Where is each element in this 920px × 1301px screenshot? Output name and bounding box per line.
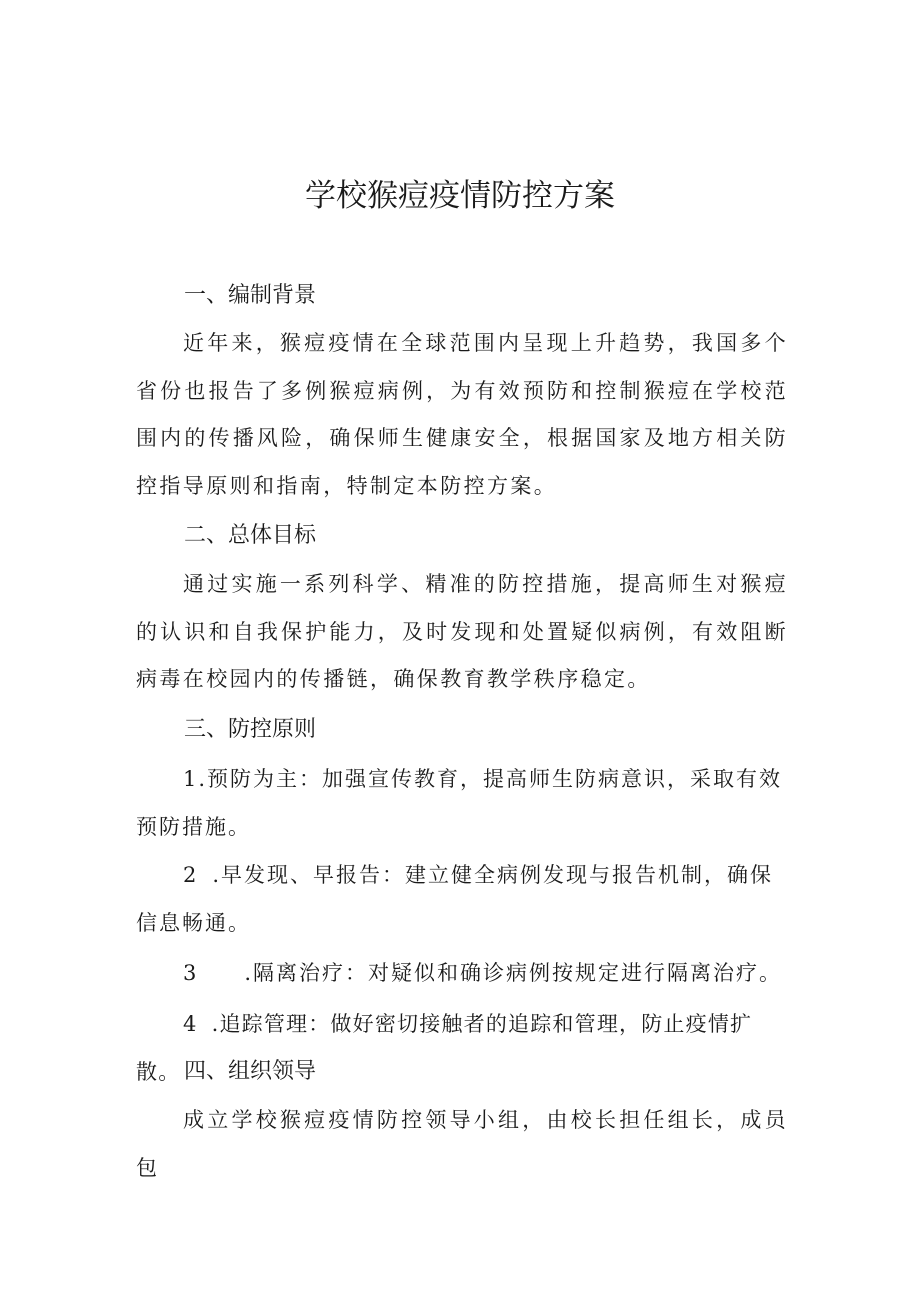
section-heading-background: 一、编制背景 — [184, 283, 317, 308]
principle-text: .早发现、早报告：建立健全病例发现与报告机制，确保信息畅通。 — [136, 863, 774, 935]
principle-number: 2 — [183, 863, 199, 887]
principle-item-1 — [136, 756, 796, 851]
principle-number: 1 — [183, 767, 199, 791]
principle-item-2 — [136, 852, 796, 947]
principle-item-3 — [136, 950, 796, 998]
principle-text: .隔离治疗：对疑似和确诊病例按规定进行隔离治疗。 — [244, 961, 783, 985]
paragraph-goals: 通过实施一系列科学、精准的防控措施，提高师生对猴痘的认识和自我保护能力，及时发现和处置疑似病例，有效阻断病毒在校园内的传播链，确保教育教学秩序稳定。 — [136, 572, 788, 691]
paragraph-organization: 成立学校猴痘疫情防控领导小组，由校长担任组长，成员包 — [136, 1108, 788, 1180]
paragraph-background: 近年来，猴痘疫情在全球范围内呈现上升趋势，我国多个省份也报告了多例猴痘病例，为有效预防和控制猴痘在学校范围内的传播风险，确保师生健康安全，根据国家及地方相关防控指导原则和指南，特制定本防控方案。 — [136, 331, 788, 498]
principle-number: 3 — [183, 961, 199, 985]
section-heading-organization: 四、组织领导 — [184, 1059, 317, 1084]
section-heading-principles: 三、防控原则 — [184, 717, 317, 742]
principle-number: 4 — [183, 1012, 198, 1036]
principle-text: .追踪管理：做好密切接触者的追踪和管理，防止疫情扩散。 — [136, 1012, 753, 1084]
principle-text: .预防为主：加强宣传教育，提高师生防病意识，采取有效预防措施。 — [136, 767, 783, 839]
section-heading-goals: 二、总体目标 — [184, 523, 317, 548]
document-title: 学校猴痘疫情防控方案 — [305, 178, 615, 214]
